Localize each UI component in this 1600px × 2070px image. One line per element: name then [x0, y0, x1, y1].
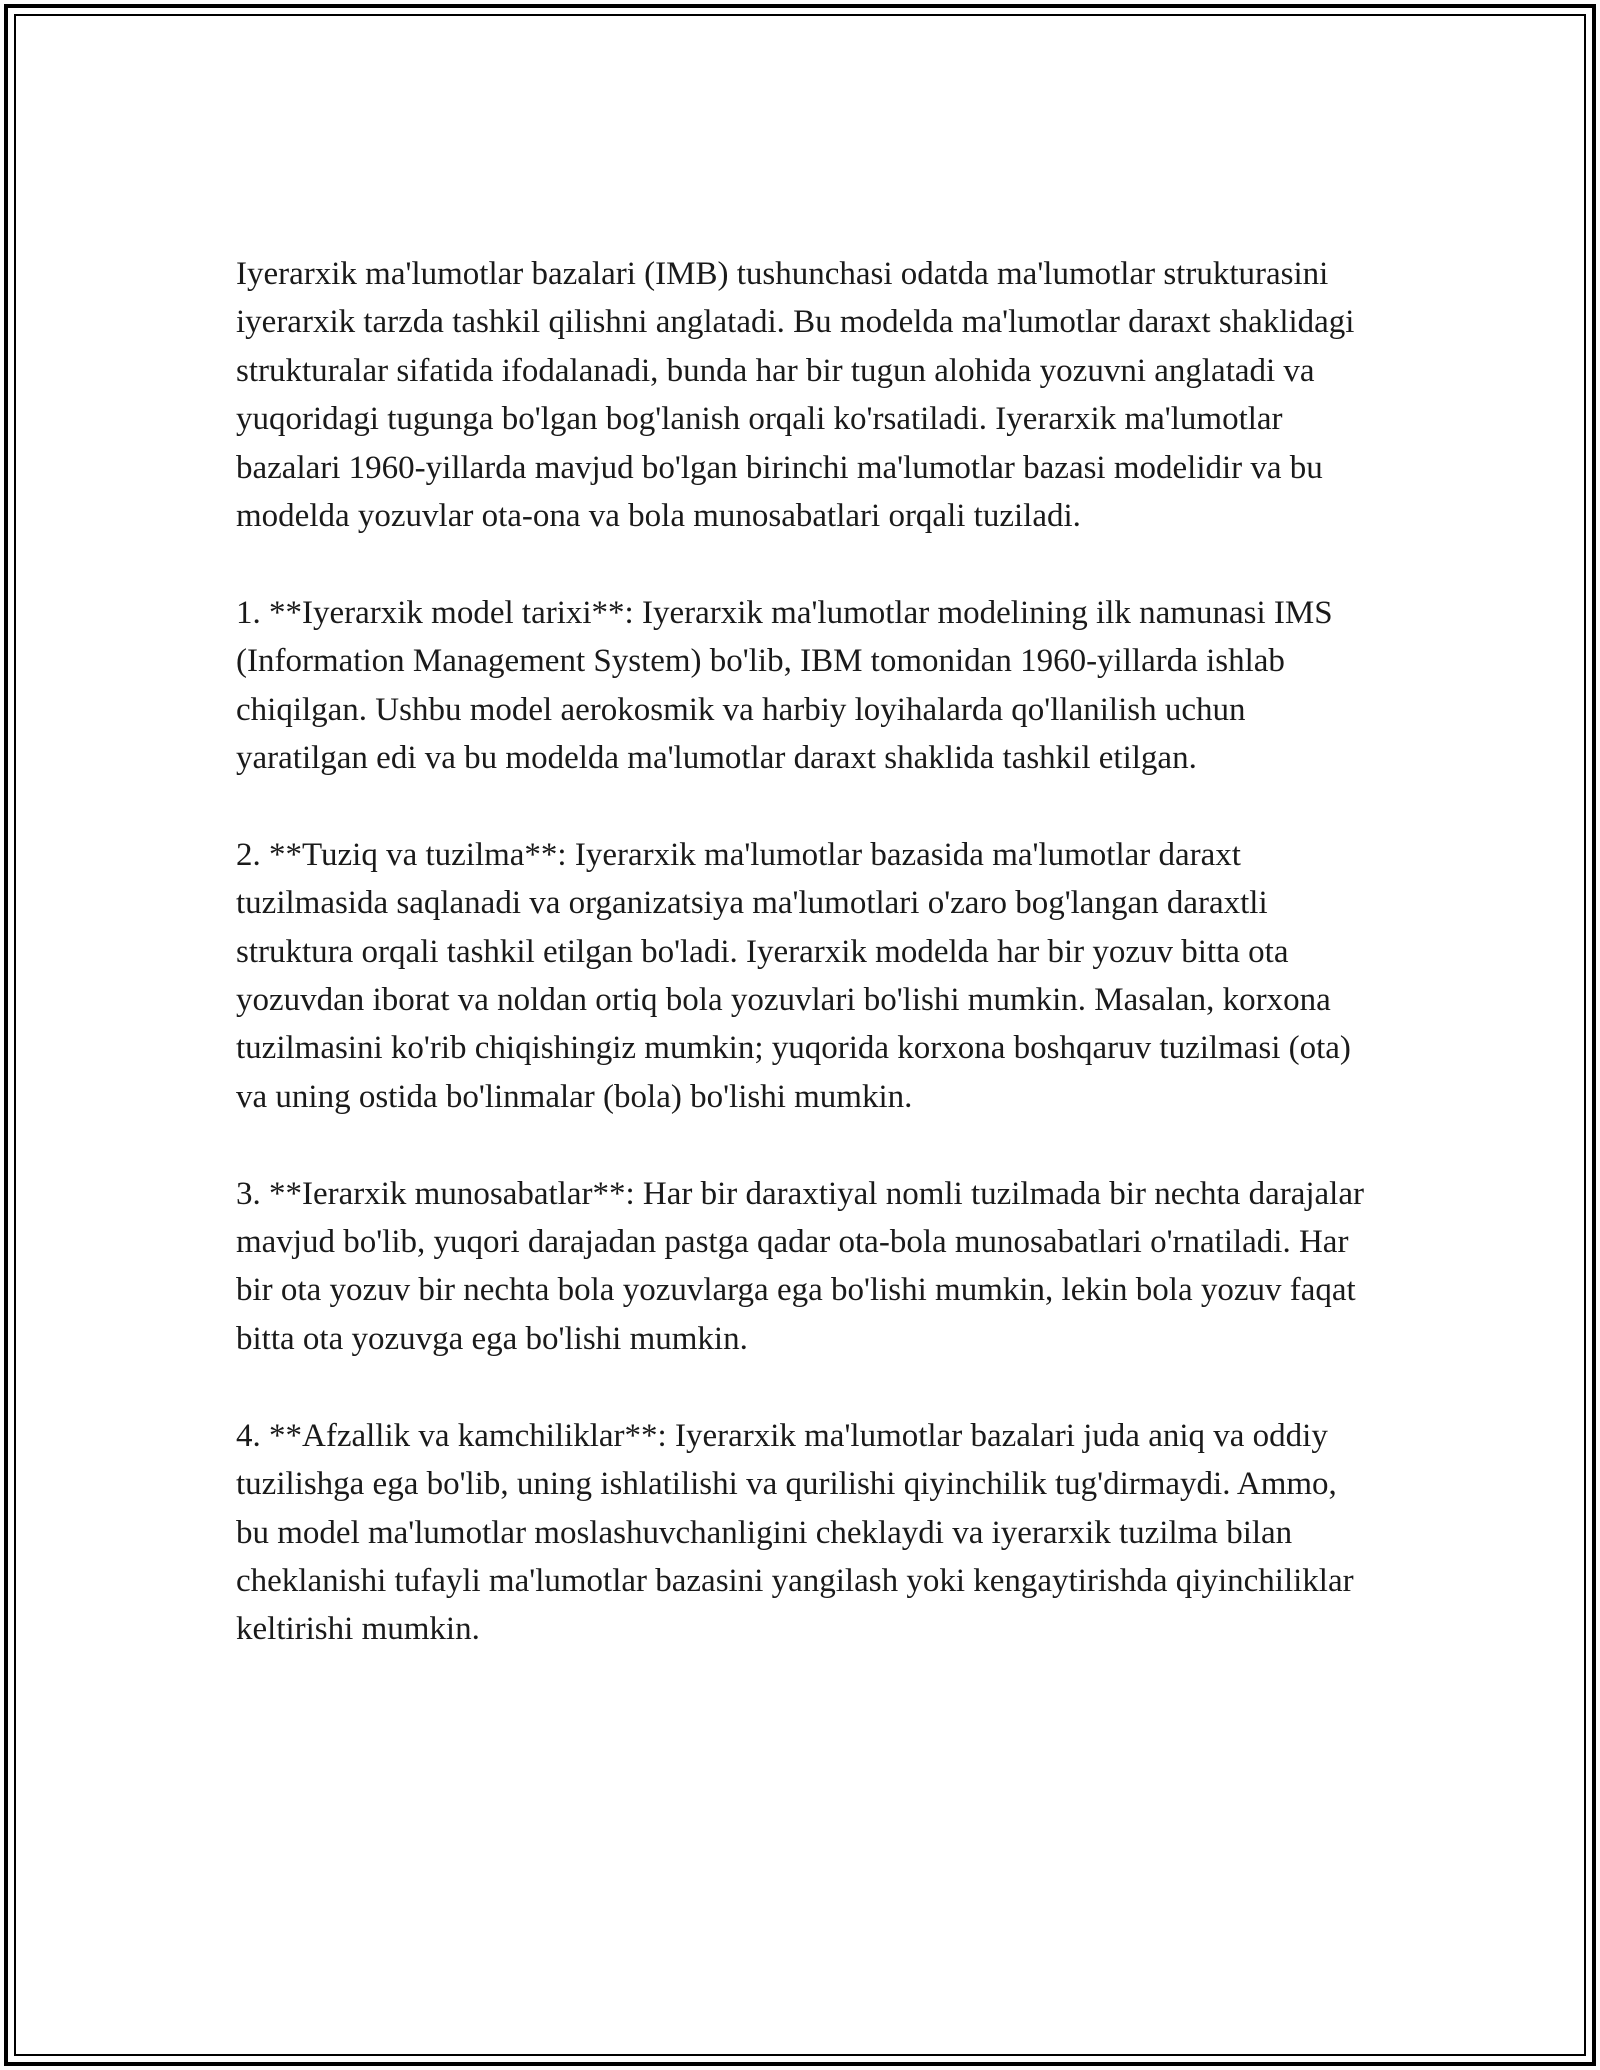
paragraph-pros-cons: 4. **Afzallik va kamchiliklar**: Iyerarxik ma'lumotlar bazalari juda aniq va oddiy tuzilishga ega bo'lib, uning ishlatilishi va qurilishi qiyinchilik tug'dirmaydi. Ammo, bu model ma'lumotlar moslashuvchanligini cheklaydi va iyerarxik tuzilma bilan cheklanishi tufayli ma'lumotlar bazasini yangilash yoki kengaytirishda qiyinchiliklar keltirishi mumkin.	[236, 1417, 1354, 1648]
paragraph-structure: 2. **Tuziq va tuzilma**: Iyerarxik ma'lumotlar bazasida ma'lumotlar daraxt tuzilmasida saqlanadi va organizatsiya ma'lumotlari o'zaro bog'langan daraxtli struktura orqali tashkil etilgan bo'ladi. Iyerarxik modelda har bir yozuv bitta ota yozuvdan iborat va noldan ortiq bola yozuvlari bo'lishi mumkin. Masalan, korxona tuzilmasini ko'rib chiqishingiz mumkin; yuqorida korxona boshqaruv tuzilmasi (ota) va uning ostida bo'linmalar (bola) bo'lishi mumkin.	[236, 836, 1351, 1115]
paragraph-hierarchical-relations: 3. **Ierarxik munosabatlar**: Har bir daraxtiyal nomli tuzilmada bir nechta darajalar mavjud bo'lib, yuqori darajadan pastga qadar ota-bola munosabatlari o'rnatiladi. Har bir ota yozuv bir nechta bola yozuvlarga ega bo'lishi mumkin, lekin bola yozuv faqat bitta ota yozuvga ega bo'lishi mumkin.	[236, 1175, 1364, 1357]
paragraph-model-history: 1. **Iyerarxik model tarixi**: Iyerarxik ma'lumotlar modelining ilk namunasi IMS (Information Management System) bo'lib, IBM tomonidan 1960-yillarda ishlab chiqilgan. Ushbu model aerokosmik va harbiy loyihalarda qo'llanilish uchun yaratilgan edi va bu modelda ma'lumotlar daraxt shaklida tashkil etilgan.	[236, 594, 1333, 777]
document-body	[236, 250, 1366, 1654]
intro-paragraph: Iyerarxik ma'lumotlar bazalari (IMB) tushunchasi odatda ma'lumotlar strukturasini iyerarxik tarzda tashkil qilishni anglatadi. Bu modelda ma'lumotlar daraxt shaklidagi strukturalar sifatida ifodalanadi, bunda har bir tugun alohida yozuvni anglatadi va yuqoridagi tugunga bo'lgan bog'lanish orqali ko'rsatiladi. Iyerarxik ma'lumotlar bazalari 1960-yillarda mavjud bo'lgan birinchi ma'lumotlar bazasi modelidir va bu modelda yozuvlar ota-ona va bola munosabatlari orqali tuziladi.	[236, 256, 1355, 535]
